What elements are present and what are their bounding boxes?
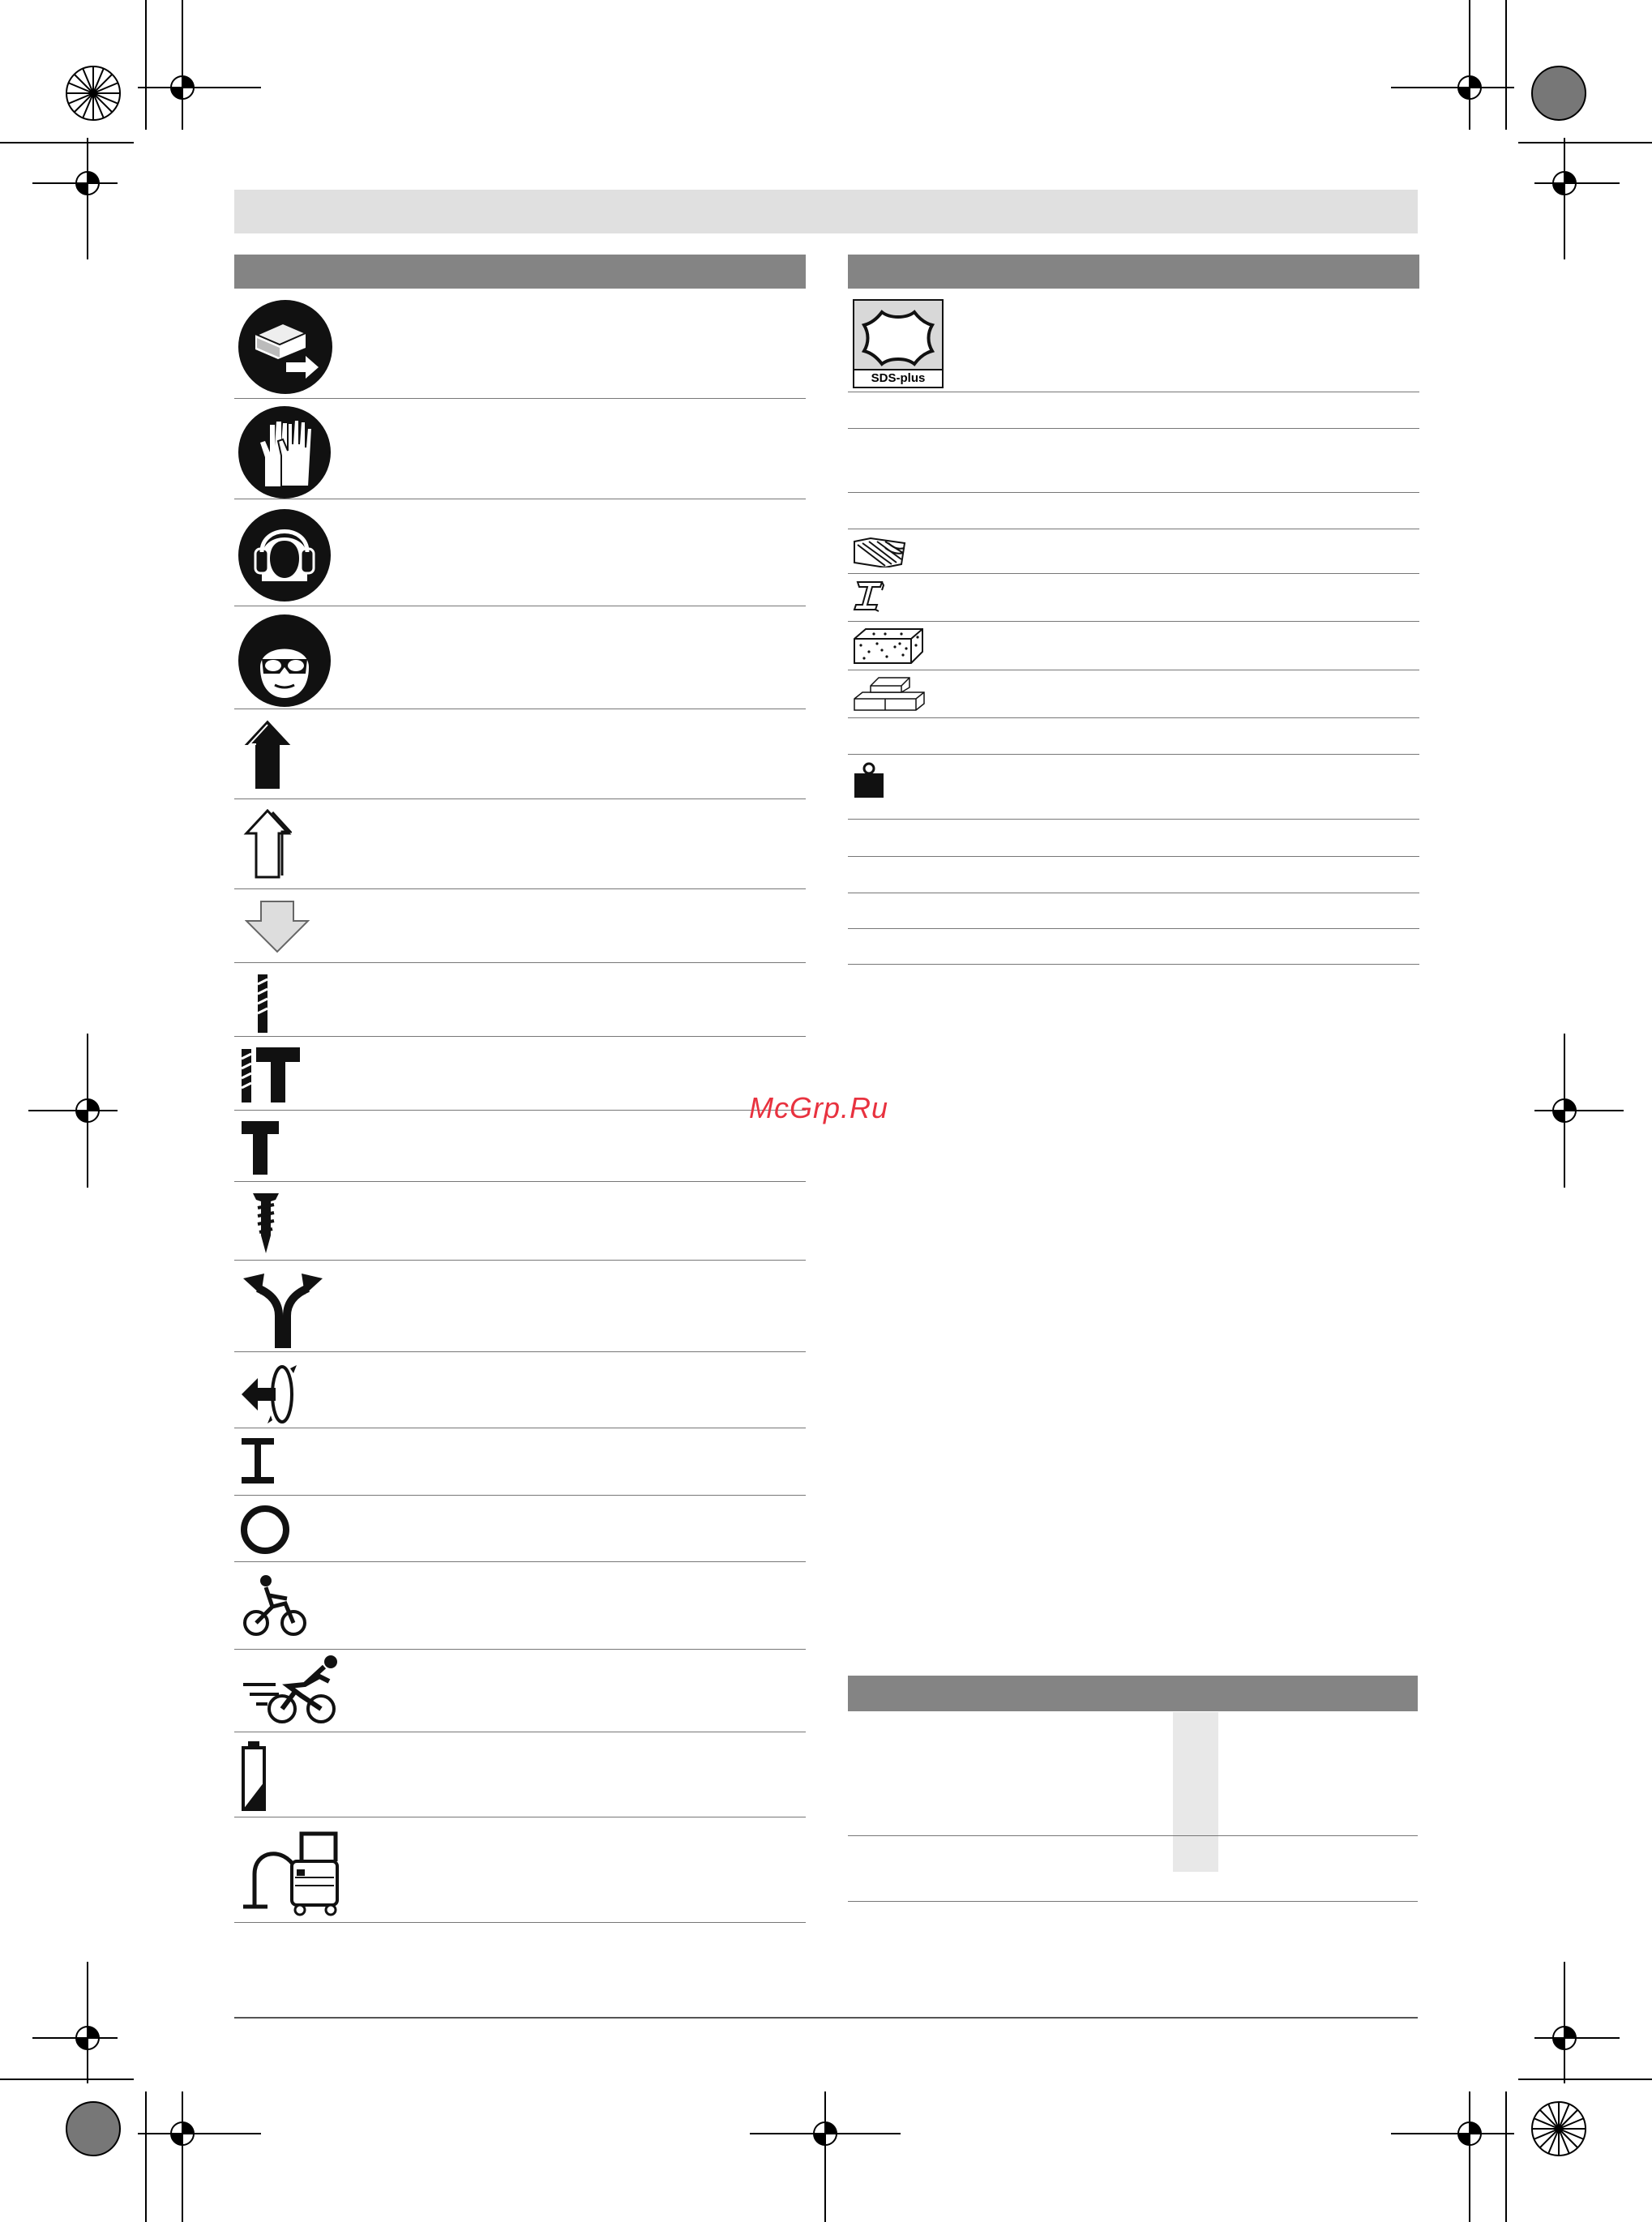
small-table-shaded-column bbox=[1173, 1712, 1218, 1872]
screw-icon bbox=[250, 1190, 282, 1255]
rotation-direction-icon bbox=[240, 1362, 300, 1425]
small-table-rule bbox=[848, 1835, 1418, 1836]
vacuum-cleaner-icon bbox=[235, 1826, 349, 1916]
i-beam-icon bbox=[240, 1436, 276, 1485]
left-table-header bbox=[234, 255, 806, 289]
chisel-icon bbox=[240, 1118, 280, 1176]
arrow-down-grey-icon bbox=[245, 900, 310, 953]
wood-icon bbox=[853, 535, 906, 567]
steel-icon bbox=[853, 579, 885, 613]
cyclist-fast-icon bbox=[240, 1652, 339, 1728]
small-table-header bbox=[848, 1676, 1418, 1711]
battery-icon bbox=[240, 1740, 267, 1813]
ear-protection-icon bbox=[238, 508, 332, 602]
weight-icon bbox=[853, 762, 885, 799]
arrow-up-filled-icon bbox=[243, 720, 292, 790]
read-manual-icon bbox=[238, 299, 333, 395]
page-header-bar bbox=[234, 190, 1418, 233]
protective-gloves-icon bbox=[238, 405, 332, 499]
drill-bit-icon bbox=[253, 973, 272, 1034]
watermark: McGrp.Ru bbox=[749, 1091, 889, 1124]
small-table-rule bbox=[848, 1901, 1418, 1902]
sds-plus-chuck-icon bbox=[853, 299, 944, 388]
arrow-up-outline-icon bbox=[243, 809, 292, 879]
chuck-outline-icon bbox=[854, 301, 942, 369]
eye-protection-icon bbox=[238, 614, 332, 708]
ring-icon bbox=[240, 1505, 290, 1555]
footer-rule bbox=[234, 2017, 1418, 2019]
concrete-icon bbox=[853, 627, 924, 665]
hammer-drill-icon bbox=[238, 1044, 302, 1104]
masonry-icon bbox=[853, 674, 927, 712]
forward-reverse-icon bbox=[240, 1269, 326, 1350]
right-table-header bbox=[848, 255, 1419, 289]
cyclist-slow-icon bbox=[242, 1571, 310, 1639]
sds-plus-label: SDS-plus bbox=[854, 369, 942, 387]
